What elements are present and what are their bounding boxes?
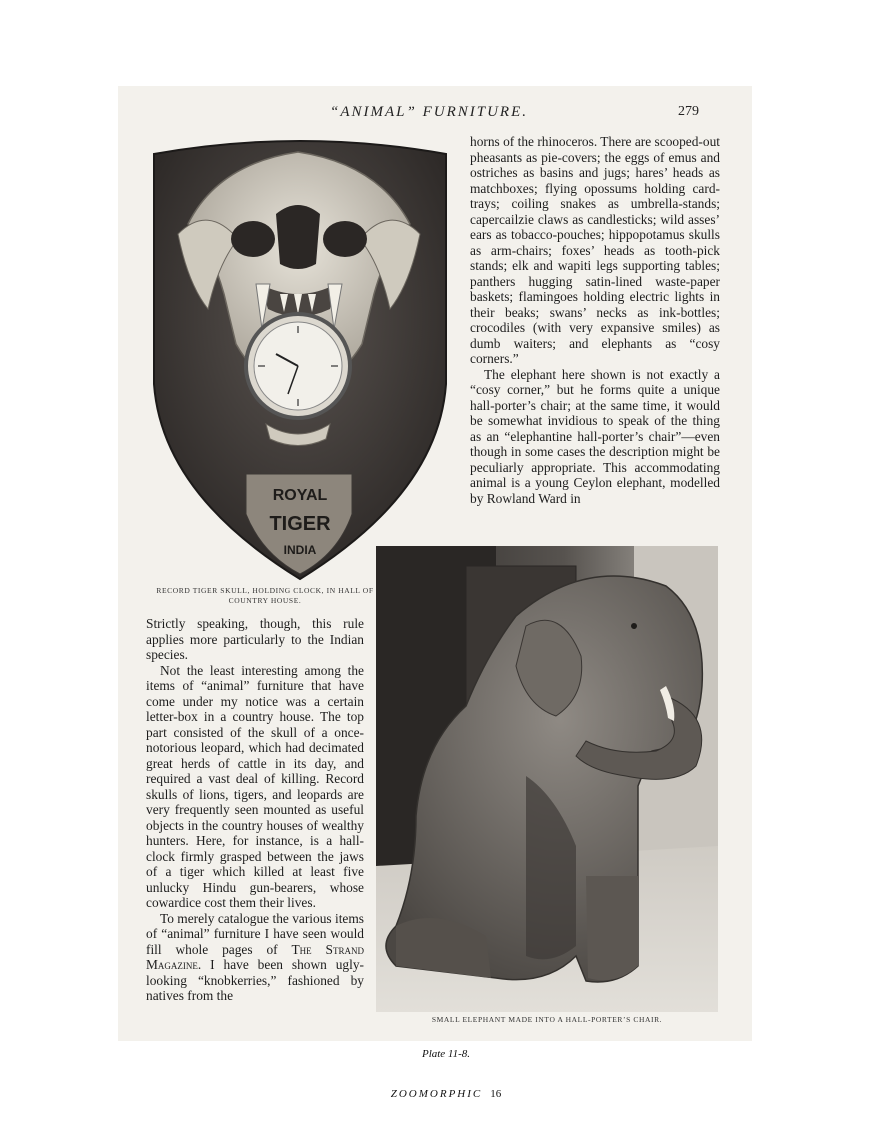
footer-page-number: 16 xyxy=(490,1088,502,1100)
paragraph: Not the least interesting among the items of “animal” furniture that have come under my notice was a certain letter-box in a country house. The top part consisted of the skull of a once-notorious leopard, which had decimated great herds of cattle in its day, and required a vast deal of killing. Record skulls of lions, tigers, and leopards are very frequently seen mounted as useful objects in the country houses of wealthy hunters. Here, for instance, is a hall-clock firmly grasped between the jaws of a tiger which killed at least five unlucky Hindu gun-bearers, whose cowardice cost them their lives. xyxy=(146,662,364,910)
tiger-caption: RECORD TIGER SKULL, HOLDING CLOCK, IN HALL OF COUNTRY HOUSE. xyxy=(156,586,374,605)
elephant-caption: SMALL ELEPHANT MADE INTO A HALL-PORTER’S CHAIR. xyxy=(431,1015,663,1024)
paragraph xyxy=(146,911,364,1004)
plate-label: Plate 11-8. xyxy=(421,1048,471,1060)
shield-label-royal: ROYAL xyxy=(272,487,328,504)
paragraph-text: To merely catalogue the various items of “animal” furniture I have seen would fill whole pages of xyxy=(146,910,364,957)
paragraph: Strictly speaking, though, this rule applies more particularly to the Indian species. xyxy=(146,616,364,662)
footer-brand: ZOOMORPHIC xyxy=(390,1088,483,1100)
right-column-text xyxy=(470,134,720,506)
shield-label-tiger: TIGER xyxy=(269,513,331,535)
page-number: 279 xyxy=(678,104,699,119)
paragraph-text: I have been shown ugly-looking “knobkerries,” fashioned by natives from the xyxy=(146,957,364,1003)
footer xyxy=(0,1088,892,1100)
left-column-text xyxy=(146,616,364,1004)
shield-label-india: INDIA xyxy=(283,543,317,557)
tiger-skull-clock-illustration xyxy=(148,134,452,584)
paragraph: The elephant here shown is not exactly a “cosy corner,” but he forms quite a unique hall-porter’s chair; at the same time, it would be somewhat invidious to speak of the thing as an “elephantine hall-porter’s chair”—even though in some cases the description might be peculiarly appropriate. This accommodating animal is a young Ceylon elephant, modelled by Rowland Ward in xyxy=(470,366,720,506)
magazine-title: The Strand Magazine. xyxy=(146,941,364,972)
running-title: “ANIMAL” FURNITURE. xyxy=(330,104,529,120)
elephant-chair-photo xyxy=(376,546,718,1012)
paragraph: horns of the rhinoceros. There are scooped-out pheasants as pie-covers; the eggs of emus and ostriches as basins and jugs; hares’ heads as matchboxes; flying opossums holding card-trays; coiling snakes as umbrella-stands; capercailzie claws as candlesticks; wild asses’ ears as tobacco-pouches; hippopotamus skulls as arm-chairs; foxes’ heads as tooth-pick stands; elk and wapiti legs supporting tables; panthers hugging satin-lined waste-paper baskets; flamingoes holding electric lights in their beaks; swans’ necks as ink-bottles; crocodiles (with very expansive smiles) as dumb waiters; and elephants as “cosy corners.” xyxy=(470,134,720,366)
